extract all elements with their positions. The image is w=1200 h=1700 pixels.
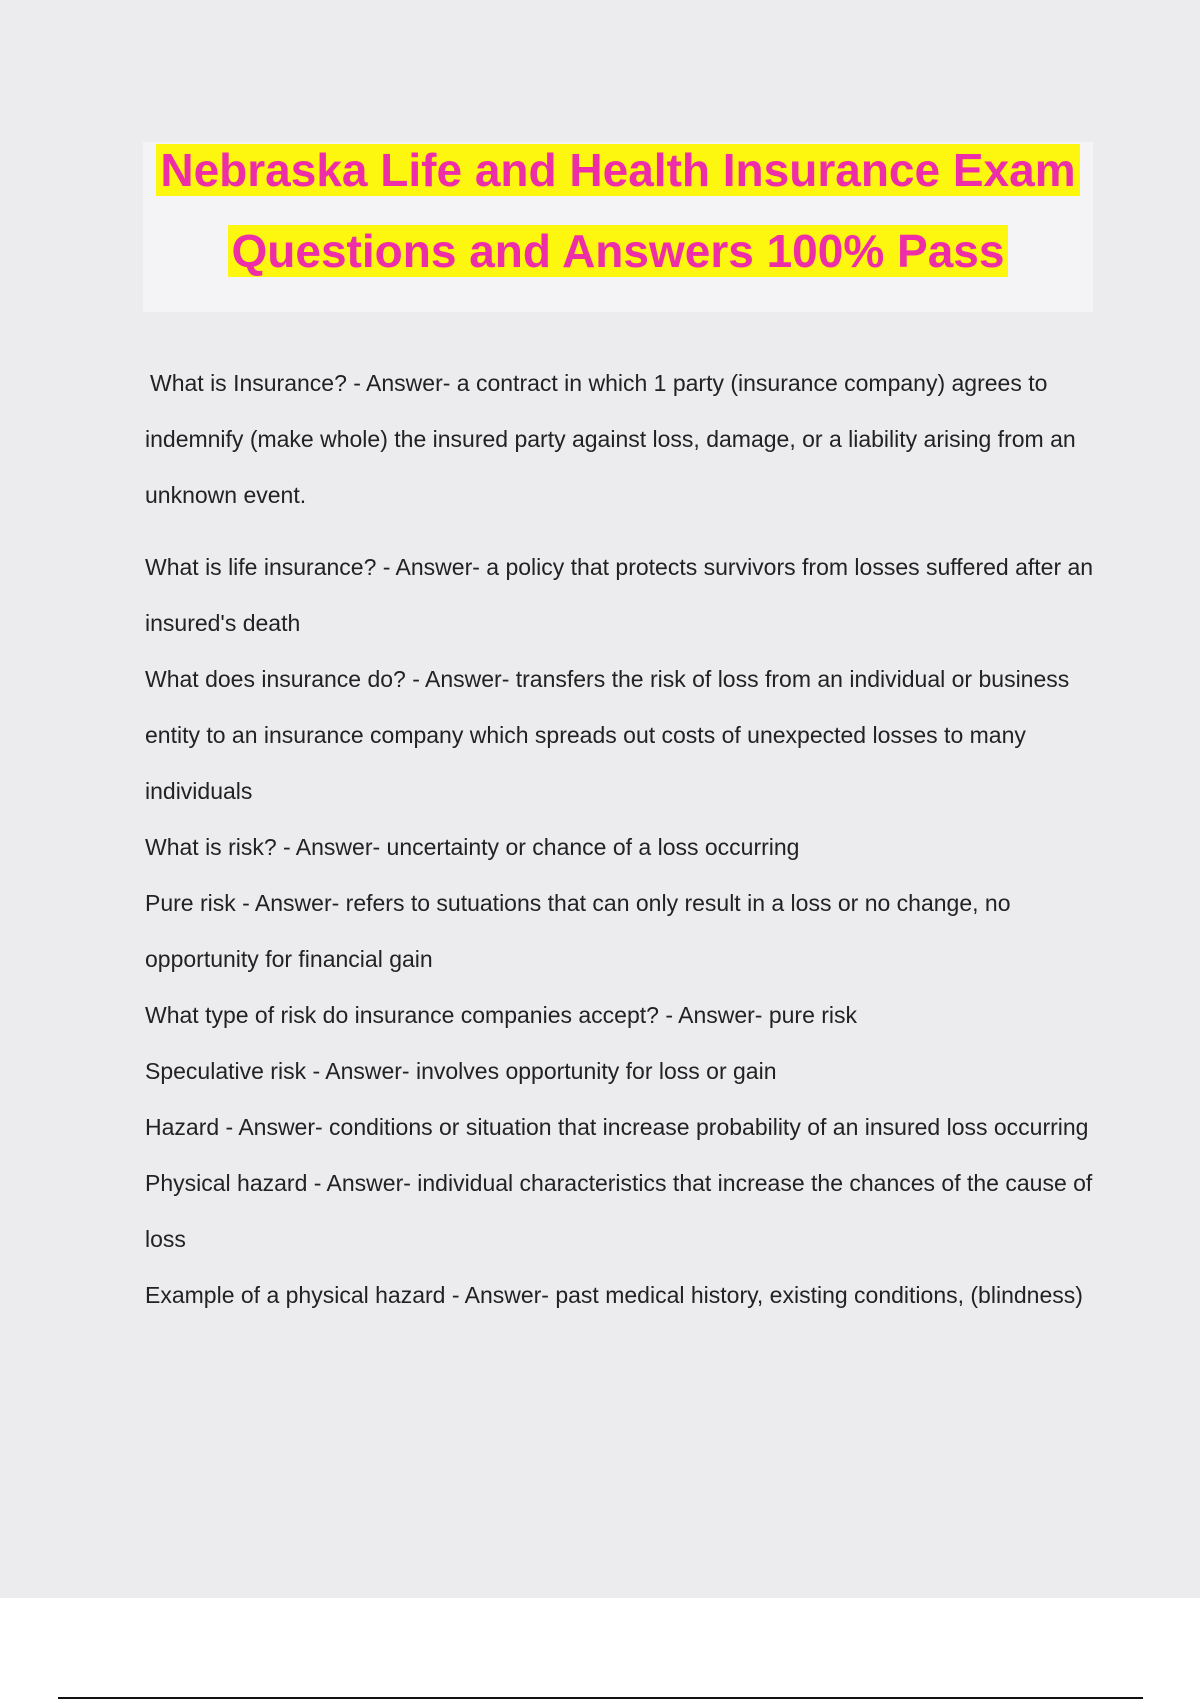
qa-entry: Speculative risk - Answer- involves opportunity for loss or gain — [145, 1058, 777, 1084]
qa-list — [145, 355, 1095, 1323]
qa-entry: Hazard - Answer- conditions or situation that increase probability of an insured loss occurring — [145, 1114, 1089, 1140]
document-title-line-2 — [143, 223, 1093, 279]
qa-entry: Pure risk - Answer- refers to sutuations that can only result in a loss or no change, no opportunity for financial gain — [145, 890, 1011, 972]
title-highlight-1: Nebraska Life and Health Insurance Exam — [156, 144, 1079, 196]
footer-divider — [58, 1697, 1143, 1699]
title-highlight-2: Questions and Answers 100% Pass — [228, 225, 1009, 277]
title-block — [143, 142, 1093, 312]
qa-entry: What type of risk do insurance companies accept? - Answer- pure risk — [145, 1002, 858, 1028]
qa-entry: What is risk? - Answer- uncertainty or chance of a loss occurring — [145, 834, 800, 860]
qa-entry: Example of a physical hazard - Answer- past medical history, existing conditions, (blindness) — [145, 1282, 1083, 1308]
document-title-line-1 — [143, 142, 1093, 198]
qa-entry: What is Insurance? - Answer- a contract in which 1 party (insurance company) agrees to indemnify (make whole) the insured party against loss, damage, or a liability arising from an unknown event. — [145, 370, 1076, 508]
qa-entry: What is life insurance? - Answer- a policy that protects survivors from losses suffered after an insured's death — [145, 554, 1094, 636]
qa-entry: Physical hazard - Answer- individual characteristics that increase the chances of the cause of loss — [145, 1170, 1093, 1252]
qa-entry: What does insurance do? - Answer- transfers the risk of loss from an individual or business entity to an insurance company which spreads out costs of unexpected losses to many individuals — [145, 666, 1070, 804]
